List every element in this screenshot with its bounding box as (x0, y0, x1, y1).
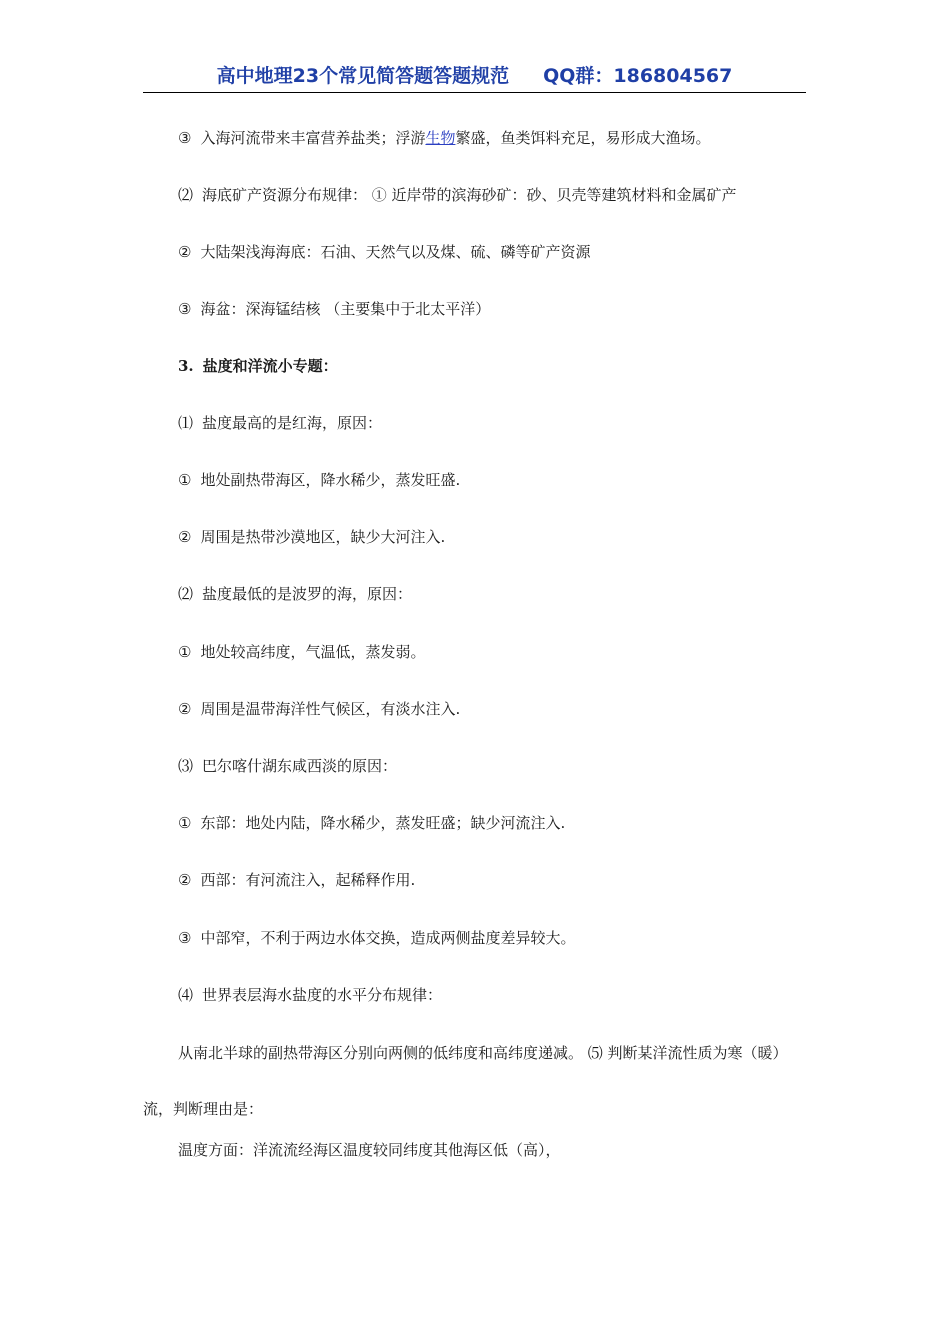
text-line: ③ 中部窄，不利于两边水体交换，造成两侧盐度差异较大。 (178, 929, 576, 947)
text-line: ⑴ 盐度最高的是红海，原因： (178, 414, 383, 432)
page-header (143, 62, 806, 93)
section-heading: 3. 盐度和洋流小专题： (178, 357, 338, 375)
text-line: ② 周围是温带海洋性气候区，有淡水注入. (178, 700, 461, 718)
text-line: ③ 海盆：深海锰结核 （主要集中于北太平洋） (178, 300, 491, 318)
text-line: ① 东部：地处内陆，降水稀少，蒸发旺盛；缺少河流注入. (178, 814, 566, 832)
biology-link[interactable]: 生物 (425, 129, 456, 147)
header-title: 高中地理23个常见简答题答题规范 (216, 65, 510, 87)
text-line: ① 地处较高纬度，气温低，蒸发弱。 (178, 643, 426, 661)
text-line: ① 地处副热带海区，降水稀少，蒸发旺盛. (178, 471, 461, 489)
text-line: ⑷ 世界表层海水盐度的水平分布规律： (178, 986, 443, 1004)
text-line: ② 大陆架浅海海底：石油、天然气以及煤、硫、磷等矿产资源 (178, 243, 591, 261)
text-line: ② 周围是热带沙漠地区，缺少大河注入. (178, 528, 446, 546)
body-paragraph: 从南北半球的副热带海区分别向两侧的低纬度和高纬度递减。 ⑸ 判断某洋流性质为寒（暖）流，判断理由是： (143, 1044, 788, 1118)
text-line: ⑵ 盐度最低的是波罗的海，原因： (178, 585, 413, 603)
text-line: ⑶ 巴尔喀什湖东咸西淡的原因： (178, 757, 398, 775)
text-line: 温度方面：洋流流经海区温度较同纬度其他海区低（高）， (178, 1141, 561, 1159)
text-line: ② 西部：有河流注入，起稀释作用. (178, 871, 416, 889)
text-line: ③ 入海河流带来丰富营养盐类；浮游生物繁盛，鱼类饵料充足，易形成大渔场。 (178, 129, 711, 147)
header-qq: QQ群：186804567 (543, 65, 733, 87)
text-line: ⑵ 海底矿产资源分布规律： ① 近岸带的滨海砂矿：砂、贝壳等建筑材料和金属矿产 (178, 186, 737, 204)
